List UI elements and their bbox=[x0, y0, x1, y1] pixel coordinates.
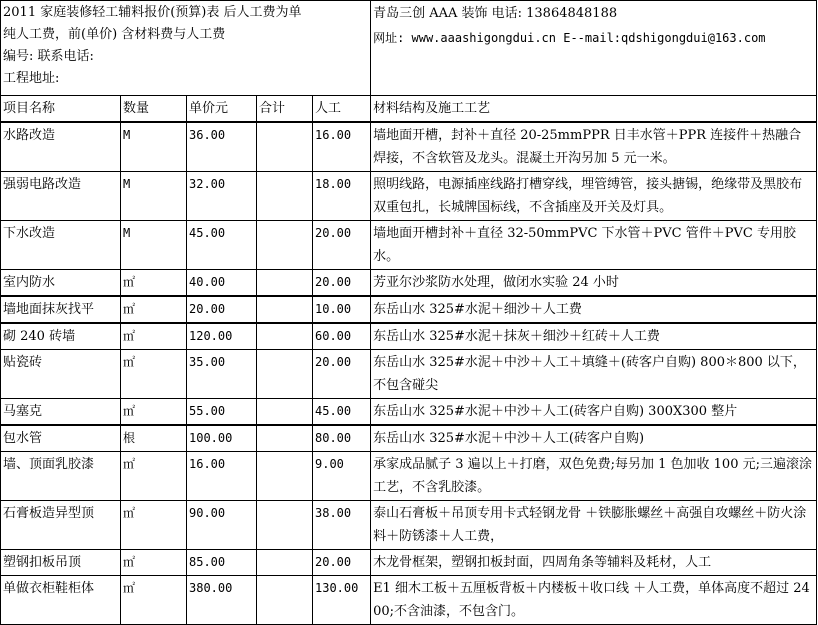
header-row bbox=[1, 1, 817, 96]
item-labor: 20.00 bbox=[313, 270, 371, 297]
sheet-title-line1: 2011 家庭装修轻工辅料报价(预算)表 后人工费为单 bbox=[3, 5, 302, 20]
company-phone: 青岛三创 AAA 装饰 电话: 13864848188 bbox=[373, 6, 618, 21]
item-labor: 20.00 bbox=[313, 221, 371, 270]
table-row bbox=[1, 323, 817, 350]
item-unit: M bbox=[121, 221, 187, 270]
item-price: 45.00 bbox=[187, 221, 257, 270]
item-total bbox=[257, 452, 313, 501]
item-total bbox=[257, 296, 313, 323]
header-info-cell bbox=[1, 1, 371, 96]
col-header-labor: 人工 bbox=[313, 96, 371, 123]
item-price: 55.00 bbox=[187, 399, 257, 426]
item-labor: 80.00 bbox=[313, 425, 371, 452]
item-name: 水路改造 bbox=[1, 122, 121, 172]
item-labor: 16.00 bbox=[313, 122, 371, 172]
item-total bbox=[257, 172, 313, 221]
item-description: 承家成品腻子 3 遍以上＋打磨，双色免费;每另加 1 色加收 100 元;三遍滚涂工艺，不含乳胶漆。 bbox=[371, 452, 817, 501]
item-total bbox=[257, 221, 313, 270]
item-description: 木龙骨框架，塑钢扣板封面，四周角条等辅料及耗材，人工 bbox=[371, 550, 817, 576]
item-labor: 10.00 bbox=[313, 296, 371, 323]
item-name: 单做衣柜鞋柜体 bbox=[1, 576, 121, 625]
item-labor: 45.00 bbox=[313, 399, 371, 426]
item-total bbox=[257, 550, 313, 576]
item-description: 墙地面开槽，封补＋直径 20-25mmPPR 日丰水管＋PPR 连接件＋热融合焊接，不含软管及龙头。混凝土开沟另加 5 元一米。 bbox=[371, 122, 817, 172]
item-description: 芳亚尔沙浆防水处理，做闭水实验 24 小时 bbox=[371, 270, 817, 297]
item-total bbox=[257, 350, 313, 399]
table-row bbox=[1, 221, 817, 270]
item-unit: ㎡ bbox=[121, 296, 187, 323]
table-row bbox=[1, 296, 817, 323]
item-unit: ㎡ bbox=[121, 550, 187, 576]
item-total bbox=[257, 425, 313, 452]
table-row bbox=[1, 399, 817, 426]
item-total bbox=[257, 501, 313, 550]
sheet-title-line2: 纯人工费，前(单价) 含材料费与人工费 bbox=[3, 27, 226, 42]
item-total bbox=[257, 270, 313, 297]
item-price: 90.00 bbox=[187, 501, 257, 550]
table-row bbox=[1, 452, 817, 501]
table-row bbox=[1, 501, 817, 550]
item-price: 120.00 bbox=[187, 323, 257, 350]
item-description: 东岳山水 325#水泥＋中沙＋人工(砖客户自购) 300X300 整片 bbox=[371, 399, 817, 426]
item-labor: 20.00 bbox=[313, 550, 371, 576]
item-unit: ㎡ bbox=[121, 350, 187, 399]
item-total bbox=[257, 399, 313, 426]
table-row bbox=[1, 576, 817, 625]
col-header-item: 项目名称 bbox=[1, 96, 121, 123]
item-price: 35.00 bbox=[187, 350, 257, 399]
item-labor: 9.00 bbox=[313, 452, 371, 501]
number-contact-label: 编号: 联系电话: bbox=[3, 49, 94, 64]
item-labor: 60.00 bbox=[313, 323, 371, 350]
item-description: E1 细木工板＋五厘板背板＋内楼板＋收口线 ＋人工费，单体高度不超过 2400;不含油漆，不包含门。 bbox=[371, 576, 817, 625]
item-unit: ㎡ bbox=[121, 576, 187, 625]
item-price: 85.00 bbox=[187, 550, 257, 576]
item-unit: M bbox=[121, 172, 187, 221]
col-header-quantity: 数量 bbox=[121, 96, 187, 123]
item-total bbox=[257, 576, 313, 625]
col-header-materials: 材料结构及施工工艺 bbox=[371, 96, 817, 123]
item-unit: 根 bbox=[121, 425, 187, 452]
table-row bbox=[1, 550, 817, 576]
item-name: 塑钢扣板吊顶 bbox=[1, 550, 121, 576]
item-price: 36.00 bbox=[187, 122, 257, 172]
item-name: 马塞克 bbox=[1, 399, 121, 426]
company-info-cell bbox=[371, 1, 817, 96]
item-price: 32.00 bbox=[187, 172, 257, 221]
item-name: 包水管 bbox=[1, 425, 121, 452]
item-name: 室内防水 bbox=[1, 270, 121, 297]
item-labor: 20.00 bbox=[313, 350, 371, 399]
item-price: 40.00 bbox=[187, 270, 257, 297]
item-name: 下水改造 bbox=[1, 221, 121, 270]
item-unit: ㎡ bbox=[121, 323, 187, 350]
table-row bbox=[1, 122, 817, 172]
item-description: 墙地面开槽封补＋直径 32-50mmPVC 下水管＋PVC 管件＋PVC 专用胶水。 bbox=[371, 221, 817, 270]
project-address-label: 工程地址: bbox=[3, 71, 60, 86]
column-header-row bbox=[1, 96, 817, 123]
item-price: 16.00 bbox=[187, 452, 257, 501]
item-description: 泰山石膏板＋吊顶专用卡式轻钢龙骨 ＋铁膨胀螺丝＋高强自攻螺丝＋防火涂料＋防锈漆＋人工费， bbox=[371, 501, 817, 550]
item-description: 东岳山水 325#水泥＋中沙＋人工(砖客户自购) bbox=[371, 425, 817, 452]
item-name: 强弱电路改造 bbox=[1, 172, 121, 221]
item-unit: ㎡ bbox=[121, 501, 187, 550]
item-labor: 38.00 bbox=[313, 501, 371, 550]
item-unit: ㎡ bbox=[121, 399, 187, 426]
table-row bbox=[1, 270, 817, 297]
item-unit: ㎡ bbox=[121, 270, 187, 297]
col-header-total: 合计 bbox=[257, 96, 313, 123]
col-header-unit-price: 单价元 bbox=[187, 96, 257, 123]
item-description: 东岳山水 325#水泥＋抹灰＋细沙＋红砖＋人工费 bbox=[371, 323, 817, 350]
item-name: 砌 240 砖墙 bbox=[1, 323, 121, 350]
table-row bbox=[1, 172, 817, 221]
item-description: 东岳山水 325#水泥＋中沙＋人工＋填缝＋(砖客户自购) 800＊800 以下，不包含碰尖 bbox=[371, 350, 817, 399]
item-description: 照明线路，电源插座线路打槽穿线，埋管缚管，接头搪锡，绝缘带及黑胶布双重包扎，长城牌国标线，不含插座及开关及灯具。 bbox=[371, 172, 817, 221]
item-total bbox=[257, 122, 313, 172]
table-row bbox=[1, 425, 817, 452]
item-price: 380.00 bbox=[187, 576, 257, 625]
item-total bbox=[257, 323, 313, 350]
item-price: 20.00 bbox=[187, 296, 257, 323]
item-name: 墙地面抹灰找平 bbox=[1, 296, 121, 323]
table-row bbox=[1, 350, 817, 399]
item-unit: M bbox=[121, 122, 187, 172]
item-labor: 130.00 bbox=[313, 576, 371, 625]
item-name: 石膏板造异型顶 bbox=[1, 501, 121, 550]
item-name: 墙、顶面乳胶漆 bbox=[1, 452, 121, 501]
company-website-email: 网址: www.aaashigongdui.cn E--mail:qdshigongdui@163.com bbox=[373, 31, 766, 45]
item-unit: ㎡ bbox=[121, 452, 187, 501]
item-labor: 18.00 bbox=[313, 172, 371, 221]
item-description: 东岳山水 325#水泥＋细沙＋人工费 bbox=[371, 296, 817, 323]
item-name: 贴瓷砖 bbox=[1, 350, 121, 399]
item-price: 100.00 bbox=[187, 425, 257, 452]
